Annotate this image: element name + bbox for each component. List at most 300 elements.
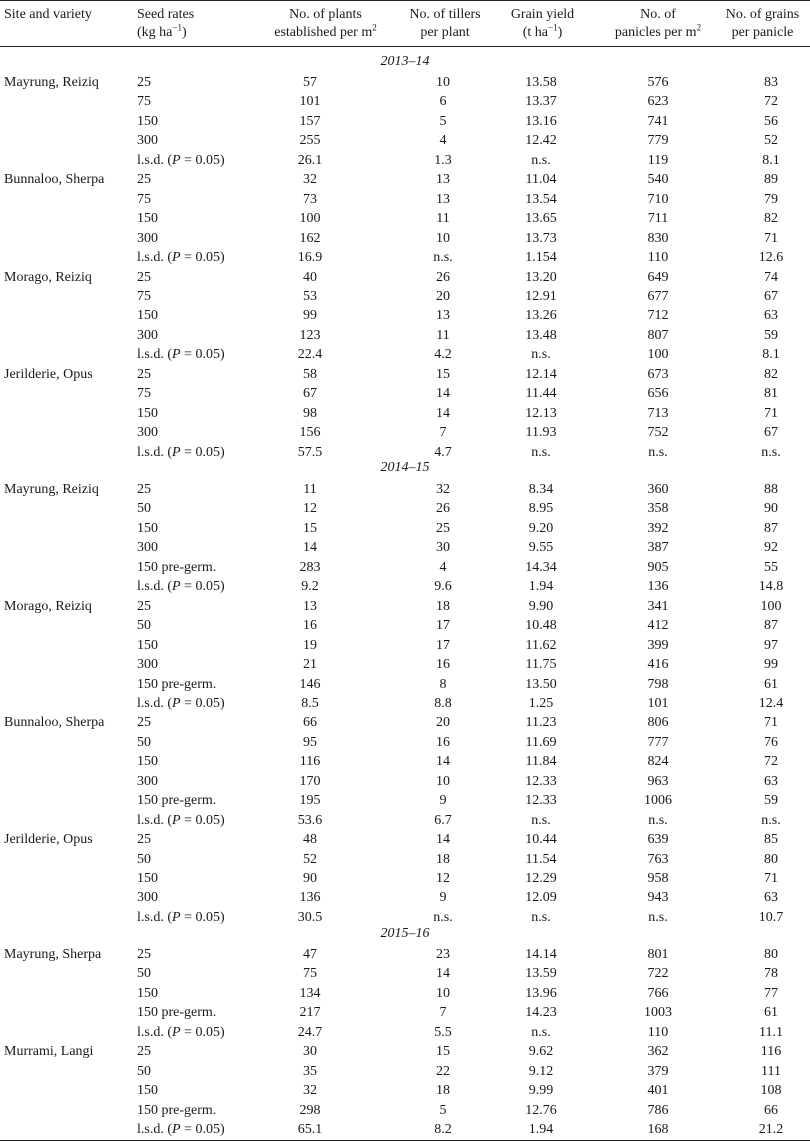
yield-cell: 9.90 [528,598,554,614]
tillers-cell: 15 [436,1044,450,1060]
grains-cell: 21.2 [758,1122,784,1138]
seed-rate-cell: 300 [137,773,158,789]
plants-cell: 52 [303,851,317,867]
yield-cell: 11.75 [525,657,557,673]
grains-cell: 67 [764,288,778,304]
panicles-cell: 905 [647,559,669,575]
grains-cell: 59 [764,327,778,343]
header-seed-rates-line2 [137,24,194,42]
grains-cell: 55 [764,559,778,575]
seed-rate-cell: 150 pre-germ. [137,793,217,809]
tillers-cell: 13 [436,172,450,188]
grains-cell: 8.1 [762,152,780,168]
tillers-cell: 14 [436,386,450,402]
year-label: 2014–15 [380,460,430,475]
seed-rate-cell: 150 [137,871,158,886]
plants-cell: 16.9 [297,250,323,266]
grains-cell: 79 [764,191,778,207]
seed-rate-cell: 150 [137,637,158,653]
header-panicles-line1: No. of [640,7,676,22]
header-seed-rates-close: ) [181,25,187,40]
tillers-cell: 15 [436,366,450,382]
grains-cell: 85 [764,832,778,848]
header-panicles-text: panicles per m [614,25,697,40]
seed-rate-cell: 25 [137,75,151,90]
grains-cell: 11.1 [759,1024,783,1040]
header-panicles-sup: 2 [696,22,702,33]
panicles-cell: 379 [647,1063,669,1079]
year-label: 2015–16 [380,926,430,941]
table-row [0,616,810,635]
panicles-cell: 710 [647,191,669,207]
yield-cell: 13.16 [525,113,557,129]
plants-cell: 9.2 [301,579,319,595]
grains-cell: 81 [764,386,778,402]
p-symbol: P [172,347,181,363]
grains-cell: 12.6 [758,250,784,266]
tillers-cell: 14 [436,405,450,421]
yield-cell: 1.154 [525,250,557,266]
seed-rate-cell: l.s.d. (P = 0.05) [137,812,225,828]
seed-rate-cell: 300 [137,657,158,673]
tillers-cell: 12 [436,871,450,886]
yield-cell: 12.76 [525,1102,557,1118]
header-yield-sup: −1 [548,22,558,33]
bottom-rule [0,1140,810,1141]
seed-rate-cell: l.s.d. (P = 0.05) [137,250,225,266]
tillers-cell: 9.6 [434,579,452,595]
tillers-cell: 8.2 [434,1122,452,1138]
tillers-cell: 5 [439,113,447,129]
lsd-row [0,694,810,713]
header-plants-sup: 2 [372,22,377,33]
header-plants-line1: No. of plants [289,7,362,22]
plants-cell: 170 [299,773,321,789]
header-yield-line2 [500,24,585,42]
plants-cell: 73 [303,191,317,207]
table-row [0,480,810,499]
plants-cell: 16 [303,618,317,634]
seed-rate-cell: 50 [137,851,151,867]
header-seed-rates [137,6,194,42]
tillers-cell: 22 [436,1063,450,1079]
header-yield-unit: (t ha [522,25,548,40]
header-rule [0,46,810,47]
table-row [0,791,810,810]
table-row [0,888,810,907]
header-tillers-line1: No. of tillers [409,7,481,22]
grains-cell: 80 [764,947,778,962]
tillers-cell: 10 [436,773,450,789]
header-grains-line1: No. of grains [725,7,800,22]
p-symbol: P [172,812,181,828]
seed-rate-cell: 300 [137,890,158,906]
plants-cell: 99 [303,308,317,324]
yield-cell: 11.84 [525,754,557,770]
grains-cell: 67 [764,425,778,441]
table-row [0,1081,810,1100]
plants-cell: 19 [303,637,317,653]
plants-cell: 134 [299,985,321,1001]
tillers-cell: 4.2 [434,347,452,363]
plants-cell: 53.6 [297,812,323,828]
yield-cell: 14.23 [525,1005,557,1021]
tillers-cell: 26 [436,501,450,517]
header-tillers [395,6,495,42]
tillers-cell: 11 [436,327,450,343]
panicles-cell: n.s. [648,909,668,925]
plants-cell: 30.5 [297,909,323,925]
grains-cell: 90 [764,501,778,517]
tillers-cell: 13 [436,191,450,207]
grains-cell: 100 [760,598,782,614]
header-plants-line2 [268,24,383,42]
seed-rate-cell: l.s.d. (P = 0.05) [137,695,225,711]
yield-cell: n.s. [531,347,551,363]
header-grains-line2: per panicle [731,25,794,40]
tillers-cell: 5 [439,1102,447,1118]
site-variety-cell: Bunnaloo, Sherpa [4,172,105,188]
grains-cell: 61 [764,676,778,692]
grains-cell: 56 [764,113,778,129]
panicles-cell: 540 [647,172,669,188]
seed-rate-cell: l.s.d. (P = 0.05) [137,347,225,363]
tillers-cell: n.s. [433,250,453,266]
grains-cell: 63 [764,773,778,789]
site-variety-cell: Bunnaloo, Sherpa [4,715,105,731]
tillers-cell: 14 [436,832,450,848]
plants-cell: 156 [299,425,321,441]
panicles-cell: 623 [647,94,669,110]
grains-cell: n.s. [761,444,781,460]
seed-rate-cell: 75 [137,288,151,304]
p-symbol: P [172,250,181,266]
site-variety-cell: Morago, Reiziq [4,598,92,614]
table-row [0,1003,810,1022]
seed-rate-cell: 150 [137,113,158,129]
tillers-cell: 11 [436,211,450,227]
grains-cell: 80 [764,851,778,867]
table-row [0,772,810,791]
table-row [0,209,810,228]
yield-cell: 1.94 [528,1122,554,1138]
panicles-cell: 958 [647,871,669,886]
yield-cell: 9.99 [528,1083,554,1099]
plants-cell: 12 [303,501,317,517]
seed-rate-cell: 50 [137,966,151,982]
table-row [0,752,810,771]
table-row [0,229,810,248]
yield-cell: 12.42 [525,133,557,149]
tillers-cell: 16 [436,734,450,750]
grains-cell: 61 [764,1005,778,1021]
yield-cell: 9.55 [528,540,554,556]
header-seed-rates-sup: −1 [172,22,182,33]
grains-cell: 111 [761,1063,781,1079]
table-row [0,597,810,616]
seed-rate-cell: 25 [137,1044,151,1060]
tillers-cell: 20 [436,715,450,731]
panicles-cell: 824 [647,754,669,770]
seed-rate-cell: 150 [137,754,158,770]
seed-rate-cell: 150 [137,985,158,1001]
panicles-cell: 807 [647,327,669,343]
table-row [0,733,810,752]
grains-cell: 76 [764,734,778,750]
tillers-cell: 14 [436,966,450,982]
seed-rate-cell: 150 pre-germ. [137,1102,217,1118]
seed-rate-cell: 25 [137,269,151,285]
plants-cell: 157 [299,113,321,129]
grains-cell: 83 [764,75,778,90]
yield-cell: 12.13 [525,405,557,421]
grains-cell: 97 [764,637,778,653]
seed-rate-cell: 150 [137,211,158,227]
yield-cell: 14.14 [525,947,557,962]
yield-cell: 13.58 [525,75,557,90]
seed-rate-cell: l.s.d. (P = 0.05) [137,579,225,595]
plants-cell: 40 [303,269,317,285]
table-row [0,268,810,287]
p-symbol: P [172,1024,181,1040]
panicles-cell: 362 [647,1044,669,1060]
grains-cell: 71 [764,871,778,886]
panicles-cell: 766 [647,985,669,1001]
panicles-cell: 943 [647,890,669,906]
tillers-cell: 26 [436,269,450,285]
panicles-cell: 712 [647,308,669,324]
seed-rate-cell: 50 [137,501,151,517]
table-row [0,423,810,442]
seed-rate-cell: 300 [137,425,158,441]
seed-rate-cell: l.s.d. (P = 0.05) [137,444,225,460]
grains-cell: 10.7 [758,909,784,925]
yield-cell: 9.12 [528,1063,554,1079]
yield-cell: 12.33 [525,793,557,809]
table-row [0,964,810,983]
tillers-cell: 18 [436,851,450,867]
yield-cell: 13.59 [525,966,557,982]
seed-rate-cell: l.s.d. (P = 0.05) [137,1024,225,1040]
table-row [0,1062,810,1081]
tillers-cell: 14 [436,754,450,770]
panicles-cell: 777 [647,734,669,750]
panicles-cell: 358 [647,501,669,517]
table-row [0,326,810,345]
tillers-cell: 8.8 [434,695,452,711]
plants-cell: 123 [299,327,321,343]
tillers-cell: 16 [436,657,450,673]
tillers-cell: 1.3 [434,152,452,168]
site-variety-cell: Jerilderie, Opus [4,366,93,382]
grains-cell: 14.8 [758,579,784,595]
plants-cell: 75 [303,966,317,982]
tillers-cell: 18 [436,1083,450,1099]
tillers-cell: 23 [436,947,450,962]
tillers-cell: 4.7 [434,444,452,460]
yield-cell: 11.04 [525,172,557,188]
header-grains [715,6,810,42]
tillers-cell: 5.5 [434,1024,452,1040]
lsd-row [0,151,810,170]
plants-cell: 58 [303,366,317,382]
header-site-variety [4,6,92,24]
panicles-cell: 1006 [644,793,672,809]
lsd-row [0,811,810,830]
grains-cell: 89 [764,172,778,188]
seed-rate-cell: 25 [137,715,151,731]
yield-cell: 12.29 [525,871,557,886]
yield-cell: 10.48 [525,618,557,634]
lsd-row [0,1023,810,1042]
grains-cell: 108 [760,1083,782,1099]
panicles-cell: 798 [647,676,669,692]
lsd-row [0,577,810,596]
tillers-cell: 8 [439,676,447,692]
site-variety-cell: Mayrung, Reiziq [4,75,99,90]
seed-rate-cell: 25 [137,598,151,614]
seed-rate-cell: 25 [137,366,151,382]
panicles-cell: 416 [647,657,669,673]
panicles-cell: 673 [647,366,669,382]
table-row [0,384,810,403]
panicles-cell: 713 [647,405,669,421]
table-row [0,499,810,518]
lsd-row [0,443,810,462]
panicles-cell: 649 [647,269,669,285]
yield-cell: 14.34 [525,559,557,575]
plants-cell: 53 [303,288,317,304]
table-row [0,73,810,92]
plants-cell: 283 [299,559,321,575]
seed-rate-cell: 300 [137,327,158,343]
header-panicles-line2 [603,24,713,42]
panicles-cell: 100 [647,347,669,363]
grains-cell: 71 [764,715,778,731]
top-rule [0,0,810,1]
tillers-cell: 4 [439,559,447,575]
yield-cell: 10.44 [525,832,557,848]
lsd-row [0,908,810,927]
tillers-cell: 10 [436,75,450,90]
grains-cell: 52 [764,133,778,149]
plants-cell: 67 [303,386,317,402]
table-row [0,112,810,131]
p-symbol: P [172,444,181,460]
panicles-cell: 779 [647,133,669,149]
header-plants-text: established per m [274,25,373,40]
plants-cell: 98 [303,405,317,421]
yield-cell: 1.25 [528,695,554,711]
plants-cell: 162 [299,230,321,246]
plants-cell: 26.1 [297,152,323,168]
table-row [0,131,810,150]
yield-cell: 1.94 [528,579,554,595]
panicles-cell: 110 [647,1024,669,1040]
plants-cell: 298 [299,1102,321,1118]
plants-cell: 100 [299,211,321,227]
plants-cell: 8.5 [301,695,319,711]
table-row [0,869,810,888]
grains-cell: 82 [764,366,778,382]
seed-rate-cell: 25 [137,172,151,188]
grains-cell: 88 [764,482,778,497]
seed-rate-cell: 25 [137,482,151,497]
grains-cell: 77 [764,985,778,1001]
tillers-cell: 6 [439,94,447,110]
yield-cell: 9.62 [528,1044,554,1060]
panicles-cell: 722 [647,966,669,982]
yield-cell: 13.48 [525,327,557,343]
p-symbol: P [172,152,181,168]
header-seed-rates-unit: (kg ha [137,25,173,40]
yield-cell: n.s. [531,812,551,828]
yield-cell: n.s. [531,909,551,925]
yield-cell: 11.54 [525,851,557,867]
header-yield-line1: Grain yield [510,7,575,22]
plants-cell: 32 [303,172,317,188]
seed-rate-cell: 150 [137,520,158,536]
panicles-cell: 119 [647,152,669,168]
yield-cell: 9.20 [528,520,554,536]
p-symbol: P [172,909,181,925]
yield-cell: n.s. [531,152,551,168]
plants-cell: 24.7 [297,1024,323,1040]
site-variety-cell: Mayrung, Reiziq [4,482,99,497]
panicles-cell: 401 [647,1083,669,1099]
plants-cell: 90 [303,871,317,886]
tillers-cell: 32 [436,482,450,497]
table-row [0,365,810,384]
plants-cell: 14 [303,540,317,556]
table-row [0,675,810,694]
tillers-cell: 9 [439,793,447,809]
seed-rate-cell: l.s.d. (P = 0.05) [137,1122,225,1138]
plants-cell: 136 [299,890,321,906]
yield-cell: n.s. [531,444,551,460]
yield-cell: 13.54 [525,191,557,207]
tillers-cell: n.s. [433,909,453,925]
plants-cell: 116 [299,754,321,770]
grains-cell: 82 [764,211,778,227]
yield-cell: 12.33 [525,773,557,789]
grains-cell: 99 [764,657,778,673]
tillers-cell: 7 [439,1005,447,1021]
yield-cell: 11.93 [525,425,557,441]
yield-cell: 12.91 [525,288,557,304]
table-row [0,170,810,189]
seed-rate-cell: 75 [137,191,151,207]
panicles-cell: 341 [647,598,669,614]
table-row [0,404,810,423]
p-symbol: P [172,1122,181,1138]
plants-cell: 65.1 [297,1122,323,1138]
tillers-cell: 10 [436,230,450,246]
panicles-cell: 752 [647,425,669,441]
table-row [0,945,810,964]
tillers-cell: 17 [436,618,450,634]
seed-rate-cell: 50 [137,734,151,750]
site-variety-cell: Mayrung, Sherpa [4,947,102,962]
panicles-cell: 806 [647,715,669,731]
grains-cell: 66 [764,1102,778,1118]
header-yield [500,6,585,42]
yield-cell: 12.09 [525,890,557,906]
yield-cell: 11.23 [525,715,557,731]
panicles-cell: 801 [647,947,669,962]
p-symbol: P [172,695,181,711]
grains-cell: 63 [764,308,778,324]
